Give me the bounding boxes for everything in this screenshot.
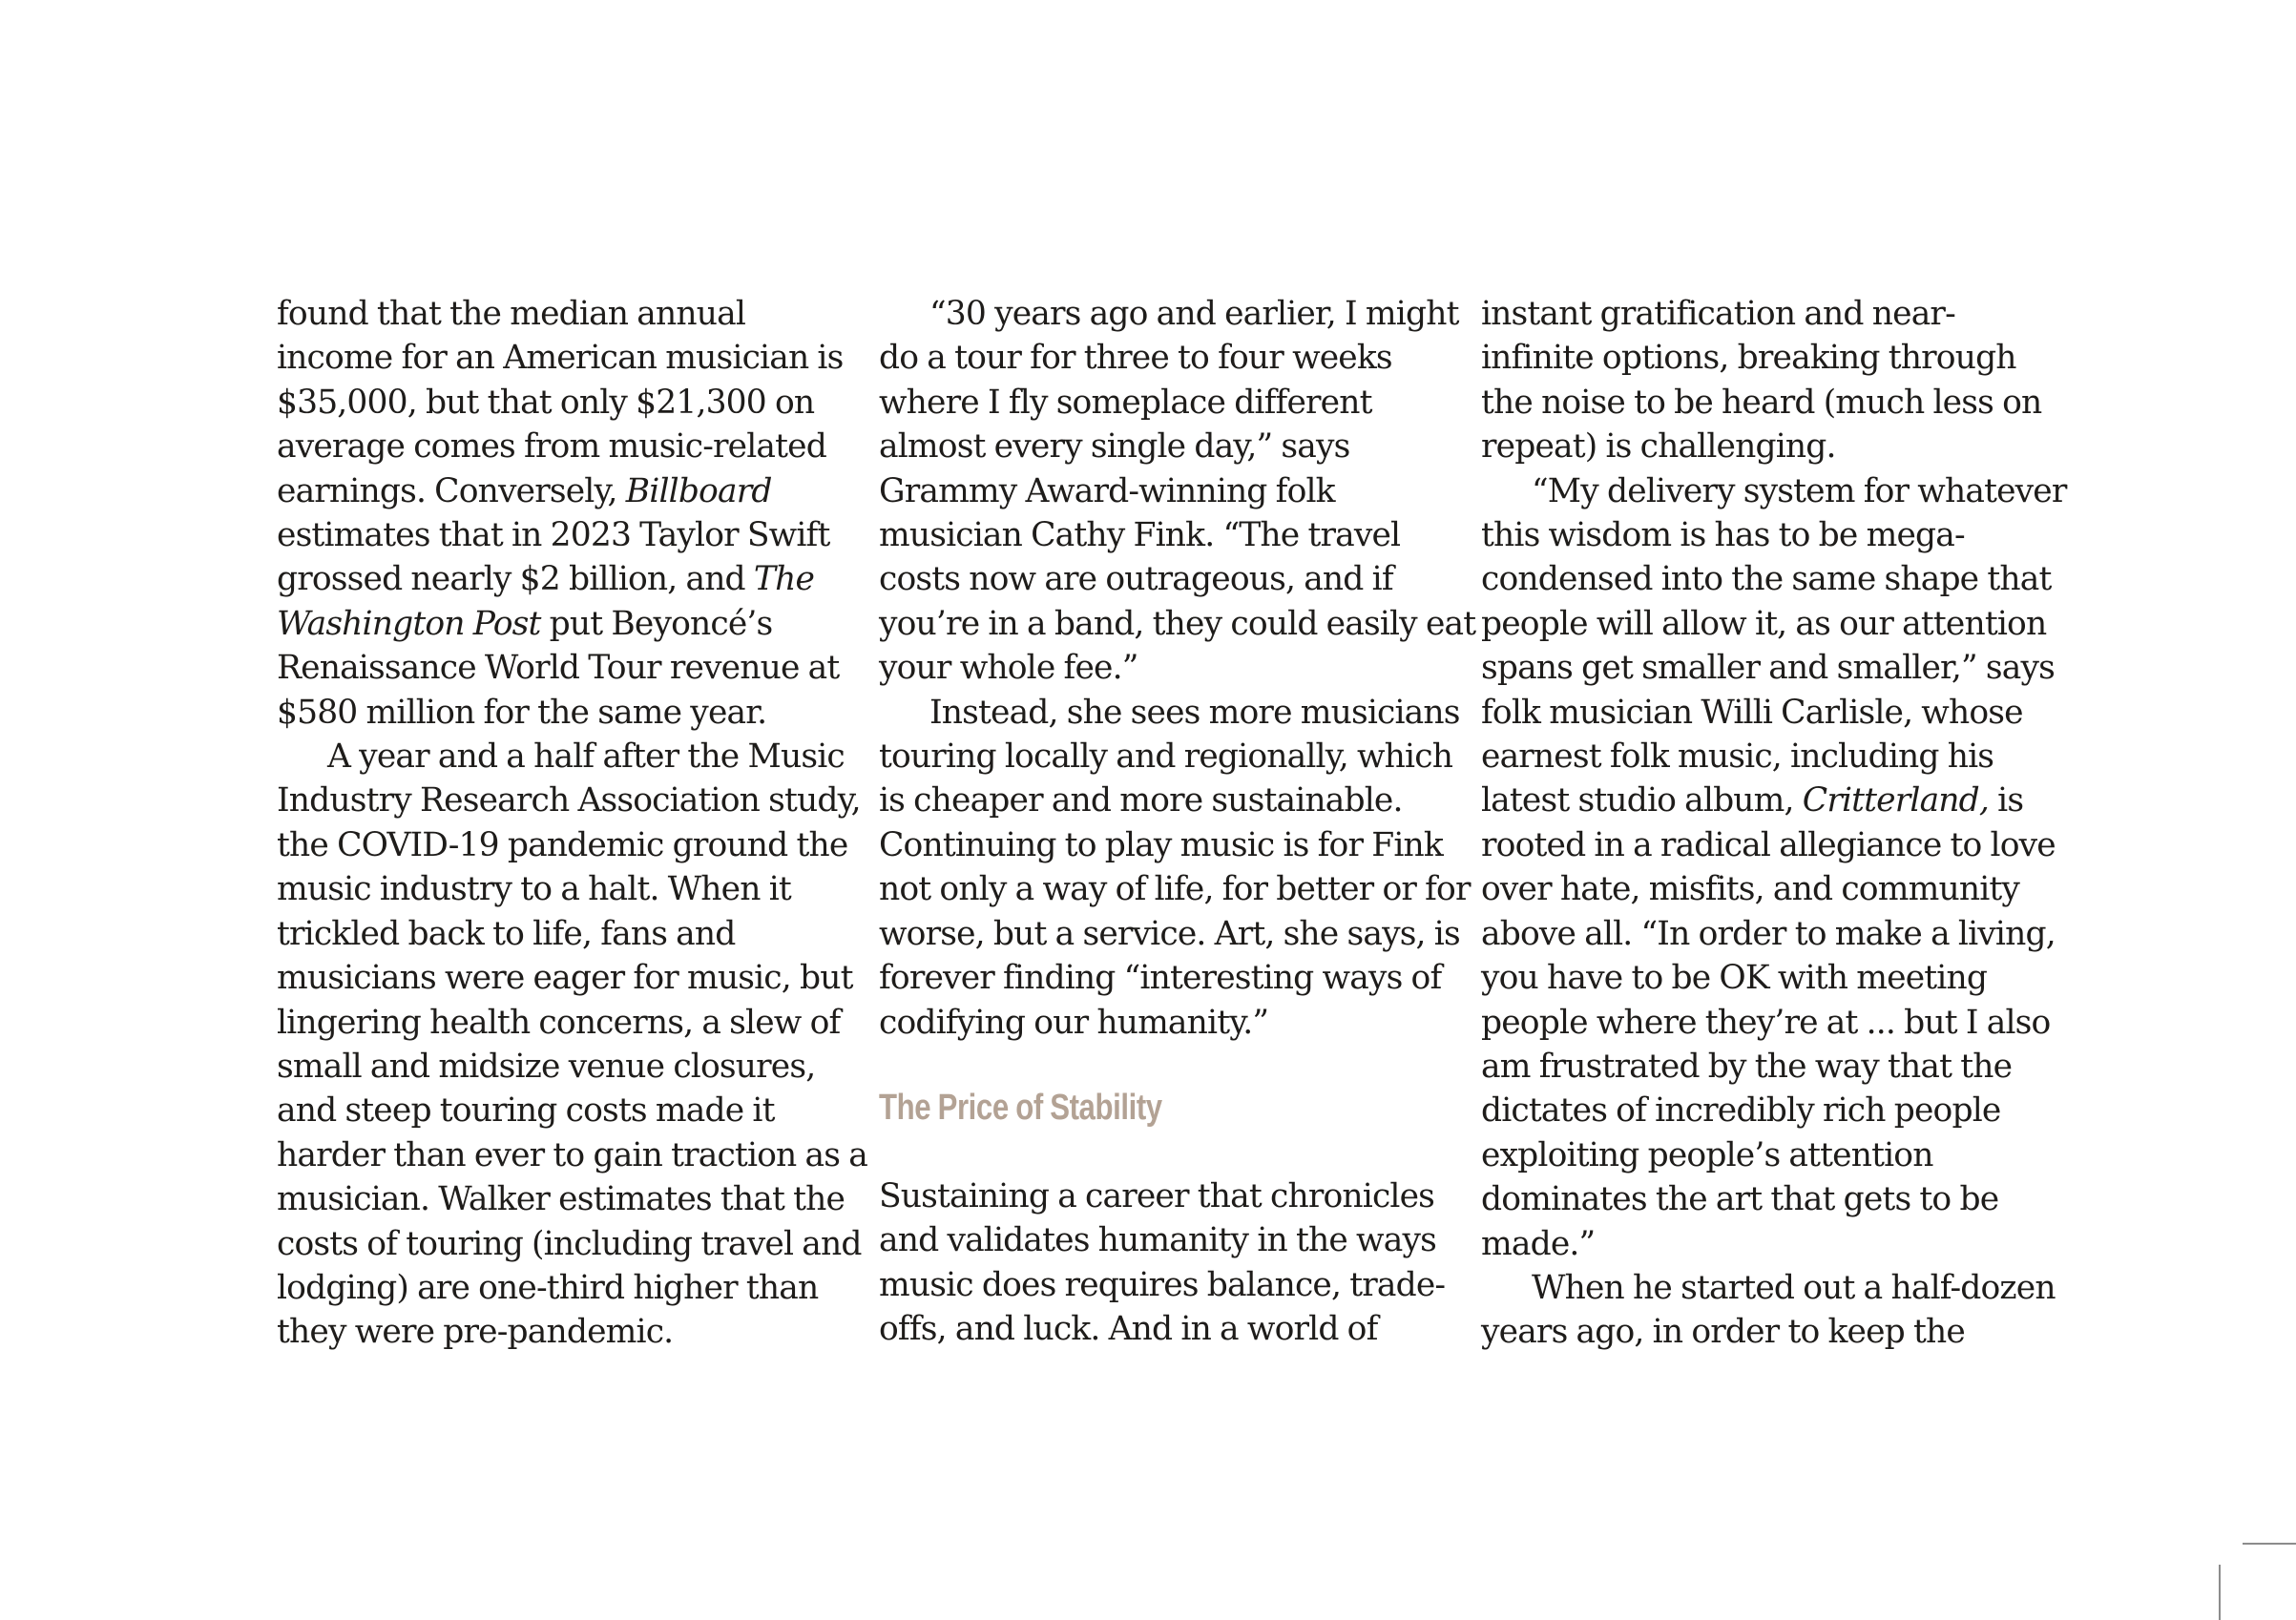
text-line: [1481, 557, 2054, 601]
text-line: [1481, 646, 2054, 690]
article-column-1: [277, 292, 867, 1355]
text-segment: worse, but a service. Art, she says, is: [879, 914, 1460, 953]
text-line: [277, 557, 849, 601]
text-line: [879, 292, 1459, 336]
text-line: [277, 469, 849, 513]
article-paragraph: [879, 292, 1476, 691]
text-line: [277, 1001, 849, 1045]
text-line: [277, 823, 849, 867]
text-line: [879, 956, 1451, 1000]
text-line: [277, 1177, 849, 1221]
text-line: [277, 735, 849, 779]
text-line: [879, 1174, 1451, 1218]
text-segment: lingering health concerns, a slew of: [277, 1003, 841, 1042]
text-segment: infinite options, breaking through: [1481, 339, 2016, 378]
text-segment: music does requires balance, trade-: [879, 1265, 1446, 1304]
text-line: [277, 292, 849, 336]
text-segment: you’re in a band, they could easily eat: [879, 604, 1476, 643]
text-line: [879, 912, 1460, 956]
text-line: [1481, 867, 2054, 911]
article-column-2: [879, 292, 1476, 1352]
text-line: [1481, 691, 2054, 735]
text-segment: music industry to a halt. When it: [277, 870, 791, 909]
text-segment: your whole fee.”: [879, 649, 1138, 688]
text-line: [277, 425, 849, 468]
text-segment: years ago, in order to keep the: [1481, 1313, 1965, 1352]
text-segment: touring locally and regionally, which: [879, 737, 1453, 777]
text-segment: latest studio album,: [1481, 781, 1803, 820]
article-column-3: [1481, 292, 2067, 1355]
text-segment: instant gratification and near-: [1481, 295, 1955, 333]
text-line: [277, 381, 849, 425]
text-segment: not only a way of life, for better or for: [879, 870, 1471, 909]
article-paragraph: [1481, 469, 2067, 1266]
italic-title-text: Critterland,: [1802, 781, 1990, 820]
article-paragraph: [1481, 292, 2054, 469]
text-line: [879, 1218, 1451, 1262]
text-segment: is: [1989, 781, 2024, 820]
text-line: [1481, 823, 2054, 867]
text-line: [1481, 1089, 2054, 1132]
text-line: [879, 336, 1451, 380]
text-segment: musician Cathy Fink. “The travel: [879, 516, 1401, 555]
text-segment: the noise to be heard (much less on: [1481, 383, 2042, 422]
text-segment: earnings. Conversely,: [277, 471, 626, 510]
text-segment: folk musician Willi Carlisle, whose: [1481, 693, 2023, 732]
text-line: [277, 867, 849, 911]
text-segment: condensed into the same shape that: [1481, 560, 2052, 599]
text-line: [1481, 469, 2067, 513]
text-line: [277, 1089, 849, 1132]
text-segment: “My delivery system for whatever: [1532, 471, 2067, 510]
article-paragraph: [879, 1174, 1451, 1352]
text-segment: found that the median annual: [277, 295, 746, 333]
text-line: [277, 1133, 867, 1177]
text-line: [1481, 1045, 2054, 1089]
text-line: [1481, 956, 2054, 1000]
text-segment: A year and a half after the Music: [327, 737, 845, 777]
text-line: [1481, 735, 2054, 779]
text-segment: earnest folk music, including his: [1481, 737, 1994, 777]
text-segment: dominates the art that gets to be: [1481, 1180, 1999, 1219]
text-segment: spans get smaller and smaller,” says: [1481, 649, 2055, 688]
text-segment: average comes from music-related: [277, 427, 826, 467]
text-segment: am frustrated by the way that the: [1481, 1047, 2013, 1086]
text-line: [1481, 425, 2054, 468]
text-segment: and validates humanity in the ways: [879, 1221, 1436, 1260]
text-segment: $35,000, but that only $21,300 on: [277, 383, 815, 422]
text-segment: above all. “In order to make a living,: [1481, 914, 2056, 953]
text-line: [879, 691, 1460, 735]
text-segment: Continuing to play music is for Fink: [879, 825, 1443, 864]
crop-mark-horizontal: [2243, 1543, 2296, 1545]
text-line: [277, 691, 849, 735]
text-line: [277, 513, 849, 557]
text-line: [277, 602, 849, 646]
text-segment: harder than ever to gain traction as a: [277, 1135, 867, 1174]
text-line: [1481, 513, 2054, 557]
text-segment: costs of touring (including travel and: [277, 1224, 862, 1263]
text-segment: trickled back to life, fans and: [277, 914, 736, 953]
article-paragraph: [1481, 1266, 2054, 1355]
text-line: [879, 557, 1451, 601]
text-segment: do a tour for three to four weeks: [879, 339, 1392, 378]
text-line: [277, 912, 849, 956]
text-line: [1481, 602, 2054, 646]
text-line: [1481, 1001, 2054, 1045]
text-line: [277, 1045, 849, 1089]
text-segment: lodging) are one-third higher than: [277, 1268, 819, 1307]
text-segment: put Beyoncé’s: [540, 604, 773, 643]
text-segment: over hate, misfits, and community: [1481, 870, 2020, 909]
text-line: [1481, 292, 2054, 336]
text-segment: Renaissance World Tour revenue at: [277, 649, 840, 688]
text-line: [277, 956, 853, 1000]
text-line: [879, 823, 1451, 867]
text-segment: forever finding “interesting ways of: [879, 959, 1442, 998]
text-line: [1481, 1177, 2054, 1221]
text-line: [1481, 381, 2054, 425]
text-line: [1481, 1222, 2054, 1266]
text-segment: people where they’re at ... but I also: [1481, 1003, 2051, 1042]
text-segment: almost every single day,” says: [879, 427, 1350, 467]
text-segment: Grammy Award-winning folk: [879, 471, 1335, 510]
text-segment: musician. Walker estimates that the: [277, 1180, 845, 1219]
italic-title-text: Billboard: [625, 471, 772, 510]
text-segment: small and midsize venue closures,: [277, 1047, 816, 1086]
section-heading: The Price of Stability: [879, 1087, 1162, 1128]
text-segment: and steep touring costs made it: [277, 1091, 775, 1131]
text-line: [277, 1266, 849, 1310]
text-line: [277, 646, 849, 690]
text-line: [879, 867, 1471, 911]
text-segment: grossed nearly $2 billion, and: [277, 560, 754, 599]
italic-title-text: The: [753, 560, 815, 599]
text-segment: $580 million for the same year.: [277, 693, 767, 732]
article-paragraph: [879, 691, 1471, 1045]
text-segment: made.”: [1481, 1224, 1596, 1263]
text-line: [277, 1222, 862, 1266]
text-segment: When he started out a half-dozen: [1532, 1268, 2056, 1307]
text-segment: the COVID-19 pandemic ground the: [277, 825, 848, 864]
text-line: [1481, 336, 2054, 380]
text-segment: this wisdom is has to be mega-: [1481, 516, 1965, 555]
article-paragraph: [277, 735, 867, 1355]
text-segment: is cheaper and more sustainable.: [879, 781, 1403, 820]
text-line: [879, 602, 1476, 646]
text-segment: musicians were eager for music, but: [277, 959, 853, 998]
text-segment: dictates of incredibly rich people: [1481, 1091, 2001, 1131]
text-line: [879, 381, 1451, 425]
text-line: [277, 336, 849, 380]
text-segment: rooted in a radical allegiance to love: [1481, 825, 2056, 864]
article-paragraph: [277, 292, 849, 735]
text-line: [1481, 1310, 2054, 1354]
text-line: [1481, 1266, 2054, 1310]
text-segment: where I fly someplace different: [879, 383, 1372, 422]
text-segment: codifying our humanity.”: [879, 1003, 1269, 1042]
text-segment: Instead, she sees more musicians: [929, 693, 1460, 732]
text-line: [879, 513, 1451, 557]
text-line: [879, 425, 1451, 468]
text-segment: people will allow it, as our attention: [1481, 604, 2047, 643]
text-segment: repeat) is challenging.: [1481, 427, 1836, 467]
text-line: [879, 735, 1451, 779]
text-line: [1481, 779, 2054, 822]
text-segment: exploiting people’s attention: [1481, 1135, 1933, 1174]
text-line: [277, 779, 861, 822]
text-line: [1481, 912, 2054, 956]
text-line: [879, 469, 1451, 513]
text-line: [277, 1310, 849, 1354]
text-segment: income for an American musician is: [277, 339, 844, 378]
text-segment: Sustaining a career that chronicles: [879, 1176, 1435, 1215]
text-segment: estimates that in 2023 Taylor Swift: [277, 516, 830, 555]
text-segment: Industry Research Association study,: [277, 781, 861, 820]
text-line: [879, 1307, 1451, 1351]
text-line: [879, 646, 1451, 690]
text-segment: offs, and luck. And in a world of: [879, 1310, 1378, 1349]
text-line: [1481, 1133, 2054, 1177]
text-line: [879, 1001, 1451, 1045]
text-line: [879, 779, 1451, 822]
text-segment: costs now are outrageous, and if: [879, 560, 1393, 599]
crop-mark-vertical: [2219, 1565, 2221, 1620]
italic-title-text: Washington Post: [277, 604, 541, 643]
text-segment: “30 years ago and earlier, I might: [929, 295, 1459, 333]
text-segment: they were pre-pandemic.: [277, 1313, 674, 1352]
text-segment: you have to be OK with meeting: [1481, 959, 1988, 998]
text-line: [879, 1263, 1451, 1307]
